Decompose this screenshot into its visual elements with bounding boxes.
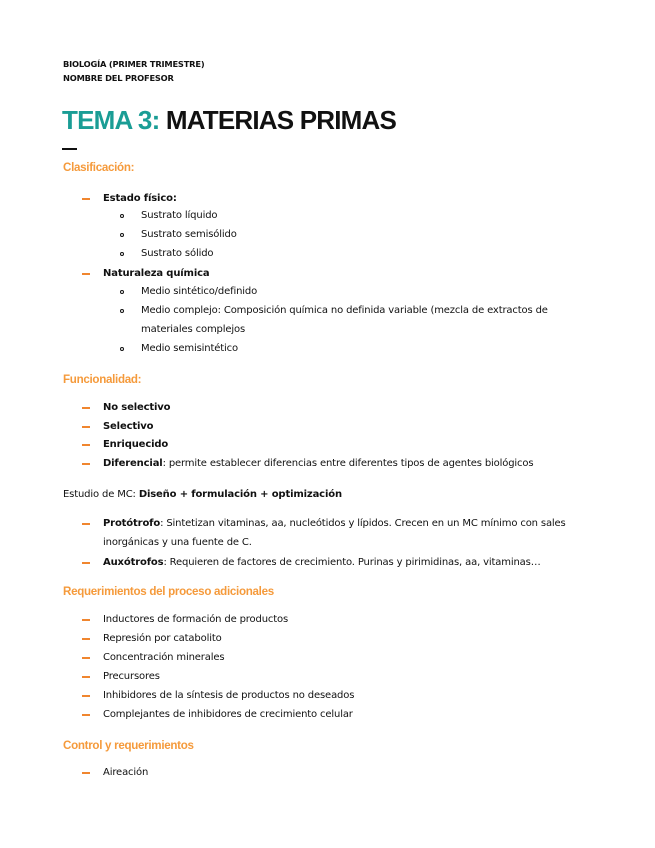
circle-bullet [120,290,124,294]
dash-bullet [82,638,90,640]
title-divider [62,148,77,150]
page-title [62,103,396,137]
dash-bullet [82,619,90,621]
list-item: Concentración minerales [103,652,225,663]
section-heading-requerimientos: Requerimientos del proceso adicionales [63,585,274,598]
dash-bullet [82,273,90,275]
sublist-item: Sustrato líquido [141,210,218,221]
list-item-prototrofo: Protótrofo: Sintetizan vitaminas, aa, nucleótidos y lípidos. Crecen en un MC mínimo con sales [103,518,566,529]
list-item-prototrofo-continuation: inorgánicas y una fuente de C. [103,537,252,548]
list-item: Selectivo [103,421,154,432]
circle-bullet [120,309,124,313]
title-main: MATERIAS PRIMAS [159,105,397,135]
sublist-item: Medio semisintético [141,343,238,354]
list-item: Inductores de formación de productos [103,614,289,625]
list-item: Complejantes de inhibidores de crecimiento celular [103,709,353,720]
dash-bullet [82,772,90,774]
list-item: Inhibidores de la síntesis de productos no deseados [103,690,355,701]
section-heading-funcionalidad: Funcionalidad: [63,373,142,386]
course-header: BIOLOGÍA (PRIMER TRIMESTRE) [63,59,205,69]
list-item-naturaleza-quimica: Naturaleza química [103,268,210,279]
sublist-item-continuation: materiales complejos [141,324,246,335]
list-item: No selectivo [103,402,171,413]
list-item-estado-fisico: Estado físico: [103,193,177,204]
dash-bullet [82,695,90,697]
list-item: Precursores [103,671,160,682]
dash-bullet [82,426,90,428]
dash-bullet [82,198,90,200]
estudio-mc-line: Estudio de MC: Diseño + formulación + optimización [63,489,342,500]
dash-bullet [82,463,90,465]
circle-bullet [120,252,124,256]
list-item: Aireación [103,767,149,778]
list-item-diferencial: Diferencial: permite establecer diferencias entre diferentes tipos de agentes biológicos [103,458,534,469]
circle-bullet [120,214,124,218]
dash-bullet [82,676,90,678]
list-item: Enriquecido [103,439,169,450]
circle-bullet [120,233,124,237]
sublist-item: Medio complejo: Composición química no definida variable (mezcla de extractos de [141,305,548,316]
circle-bullet [120,347,124,351]
dash-bullet [82,714,90,716]
dash-bullet [82,407,90,409]
sublist-item: Sustrato sólido [141,248,214,259]
dash-bullet [82,657,90,659]
section-heading-clasificacion: Clasificación: [63,161,135,174]
dash-bullet [82,562,90,564]
section-heading-control: Control y requerimientos [63,739,194,752]
list-item-auxotrofos: Auxótrofos: Requieren de factores de crecimiento. Purinas y pirimidinas, aa, vitaminas… [103,557,541,568]
professor-header: NOMBRE DEL PROFESOR [63,73,174,83]
sublist-item: Sustrato semisólido [141,229,237,240]
dash-bullet [82,523,90,525]
title-accent: TEMA 3: [62,105,160,135]
sublist-item: Medio sintético/definido [141,286,258,297]
list-item: Represión por catabolito [103,633,222,644]
dash-bullet [82,444,90,446]
